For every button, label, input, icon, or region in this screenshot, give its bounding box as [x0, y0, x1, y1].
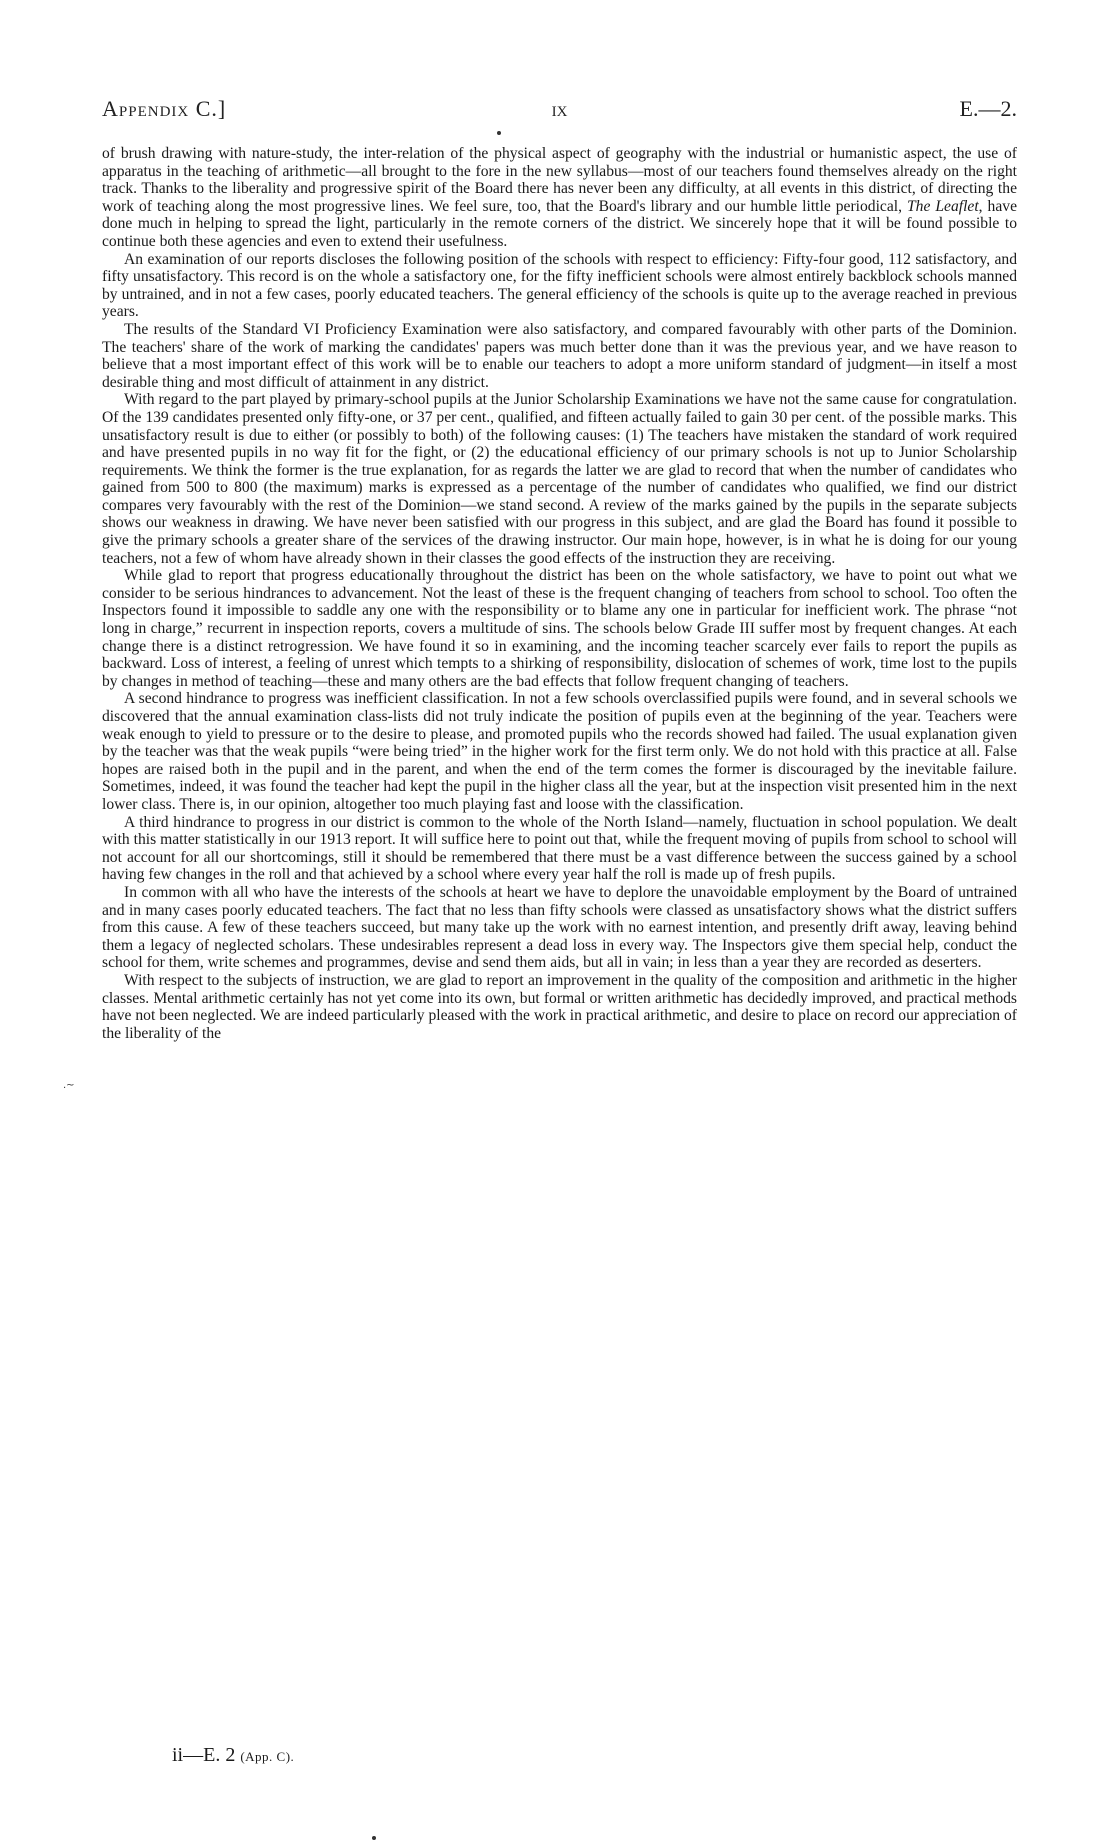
margin-mark: .~ — [63, 1080, 75, 1091]
header-page-number: ix — [551, 96, 568, 121]
signature-appendix: (App. C). — [240, 1749, 295, 1764]
speck-mark — [497, 131, 501, 135]
speck-mark — [372, 1836, 376, 1840]
paragraph-teacher-changes: While glad to report that progress educationally throughout the district has been on the whole satisfactory, we have to point out what we consider to be serious hindrances to advancement. Not the least of these is the frequent changing of teachers from school to school. Too often the Inspectors found it impossible to saddle any one with the responsibility or to blame any one in particular for inefficient work. The phrase “not long in charge,” recurrent in inspection reports, covers a multitude of sins. The schools below Grade III suffer most by frequent changes. At each change there is a distinct retrogression. We have found it so in examining, and the incoming teacher scarcely ever fails to report the pupils as backward. Loss of interest, a feeling of unrest which tempts to a shirking of responsibility, dislocation of schemes of work, time lost to the pupils by changes in method of teaching—these and many others are the bad effects that follow frequent changing of teachers. — [102, 567, 1017, 690]
paragraph-proficiency-exam: The results of the Standard VI Proficiency Examination were also satisfactory, and compared favourably with other parts of the Dominion. The teachers' share of the work of marking the candidates' papers was much better done than it was the previous year, and we have reason to believe that a most important effect of this work will be to enable our teachers to adopt a more uniform standard of judgment—in itself a most desirable thing and most difficult of attainment in any district. — [102, 320, 1017, 391]
paragraph-subjects-instruction: With respect to the subjects of instruction, we are glad to report an improvement in the quality of the composition and arithmetic in the higher classes. Mental arithmetic certainly has not yet come into its own, but formal or written arithmetic has decidedly improved, and practical methods have not been neglected. We are indeed particularly pleased with the work in practical arithmetic, and desire to place on record our appreciation of the liberality of the — [102, 971, 1017, 1042]
paragraph-efficiency: An examination of our reports discloses the following position of the schools with respect to efficiency: Fifty-four good, 112 satisfactory, and fifty unsatisfactory. This record is on the whole a satisfactory one, for the fifty inefficient schools were almost entirely backblock schools manned by untrained, and in not a few cases, poorly educated teachers. The general efficiency of the schools is quite up to the average reached in previous years. — [102, 250, 1017, 321]
signature-code: ii—E. 2 — [172, 1744, 236, 1766]
paragraph-untrained-teachers: In common with all who have the interests of the schools at heart we have to deplore the unavoidable employment by the Board of untrained and in many cases poorly educated teachers. The fact that no less than fifty schools were classed as unsatisfactory shows what the district suffers from this cause. A few of these teachers succeed, but many take up the work with no earnest intention, and presently drift away, leaving behind them a legacy of neglected scholars. These undesirables represent a dead loss in every way. The Inspectors give them special help, conduct the school for them, write schemes and programmes, devise and send them aids, but all in vain; in less than a year they are recorded as deserters. — [102, 883, 1017, 972]
header-report-code: E.—2. — [959, 96, 1017, 121]
report-body — [102, 145, 1017, 1042]
periodical-title: The Leaflet — [906, 197, 979, 215]
running-header — [102, 96, 1017, 126]
paragraph-continuation: of brush drawing with nature-study, the inter-relation of the physical aspect of geography with the industrial or humanistic aspect, the use of apparatus in the teaching of arithmetic—all brought to the fore in the new syllabus—most of our teachers found themselves already on the right track. Thanks to the liberality and progressive spirit of the Board there has never been any difficulty, at all events in this district, of directing the work of teaching along the most progressive lines. We feel sure, too, that the Board's library and our humble little periodical, The Leaflet, have done much in helping to spread the light, particularly in the remote corners of the district. We sincerely hope that it will be found possible to continue both these agencies and even to extend their usefulness. — [102, 145, 1017, 250]
header-appendix: Appendix C.] — [102, 96, 227, 121]
signature-mark — [172, 1744, 294, 1767]
paragraph-junior-scholarship: With regard to the part played by primary-school pupils at the Junior Scholarship Examinations we have not the same cause for congratulation. Of the 139 candidates presented only fifty-one, or 37 per cent., qualified, and fifteen actually failed to gain 30 per cent. of the possible marks. This unsatisfactory result is due to either (or possibly to both) of the following causes: (1) The teachers have mistaken the standard of work required and have presented pupils in no way fit for the fight, or (2) the educational efficiency of our primary schools is not up to Junior Scholarship requirements. We think the former is the true explanation, for as regards the latter we are glad to record that when the number of candidates who gained from 500 to 800 (the maximum) marks is expressed as a percentage of the number of candidates who qualified, we find our district compares very favourably with the rest of the Dominion—we stand second. A review of the marks gained by the pupils in the separate subjects shows our weakness in drawing. We have never been satisfied with our progress in this subject, and are glad the Board has found it possible to give the primary schools a greater share of the services of the drawing instructor. Our main hope, however, is in what he is doing for our young teachers, not a few of whom have already shown in their classes the good effects of the instruction they are receiving. — [102, 391, 1017, 567]
paragraph-classification: A second hindrance to progress was inefficient classification. In not a few schools overclassified pupils were found, and in several schools we discovered that the annual examination class-lists did not truly indicate the position of pupils even at the beginning of the year. Teachers were weak enough to yield to pressure or to the desire to please, and promoted pupils who the records showed had failed. The usual explanation given by the teacher was that the weak pupils “were being tried” in the higher work for the first term only. We do not hold with this practice at all. False hopes are raised both in the pupil and in the parent, and when the end of the term comes the former is discouraged by the inevitable failure. Sometimes, indeed, it was found the teacher had kept the pupil in the higher class all the year, but at the inspection visit presented him in the next lower class. There is, in our opinion, altogether too much playing fast and loose with the classification. — [102, 690, 1017, 813]
paragraph-population-fluctuation: A third hindrance to progress in our district is common to the whole of the North Island—namely, fluctuation in school population. We dealt with this matter statistically in our 1913 report. It will suffice here to point out that, while the frequent moving of pupils from school to school will not account for all our shortcomings, still it should be remembered that there must be a vast difference between the success gained by a school having few changes in the roll and that achieved by a school where every year half the roll is made up of fresh pupils. — [102, 813, 1017, 884]
